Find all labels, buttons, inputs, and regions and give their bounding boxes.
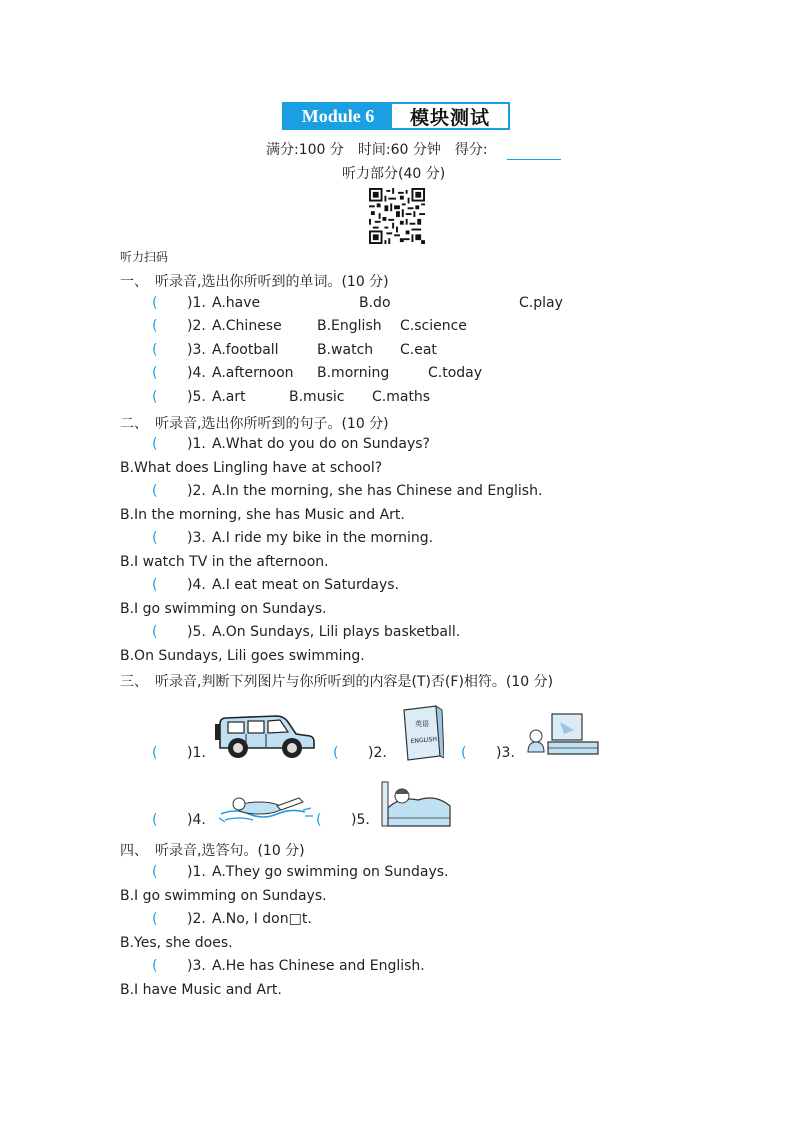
- option-a: A.They go swimming on Sundays.: [212, 864, 449, 880]
- item-number: )5.: [187, 624, 206, 640]
- option-a: A.football: [212, 342, 279, 358]
- option-a: A.Chinese: [212, 318, 282, 334]
- item-number: )2.: [187, 318, 206, 334]
- item-number: )3.: [187, 342, 206, 358]
- answer-paren[interactable]: (: [152, 812, 158, 828]
- item-number: )3.: [496, 745, 515, 761]
- english-book-picture: [400, 704, 444, 764]
- option-b: B.watch: [317, 342, 374, 358]
- item-number: )4.: [187, 812, 206, 828]
- item-number: )2.: [187, 483, 206, 499]
- item-number: )5.: [351, 812, 370, 828]
- car-picture: [214, 710, 316, 760]
- option-a: A.He has Chinese and English.: [212, 958, 425, 974]
- answer-paren[interactable]: (: [461, 745, 467, 761]
- book-label-en: ENGLISH: [410, 735, 438, 746]
- item-number: )1.: [187, 745, 206, 761]
- answer-paren[interactable]: (: [152, 745, 158, 761]
- option-c: C.play: [519, 295, 563, 311]
- item-number: )3.: [187, 530, 206, 546]
- option-a: A.I eat meat on Saturdays.: [212, 577, 399, 593]
- item-number: )2.: [187, 911, 206, 927]
- module-title: 模块测试: [409, 106, 490, 129]
- item-number: )2.: [368, 745, 387, 761]
- option-b: B.English: [317, 318, 382, 334]
- answer-paren[interactable]: (: [152, 365, 158, 381]
- option-b: B.morning: [317, 365, 390, 381]
- item-number: )1.: [187, 295, 206, 311]
- section-1-title: 一、 听录音,选出你所听到的单词。(10 分): [120, 274, 389, 290]
- option-c: C.maths: [372, 389, 431, 405]
- option-c: C.science: [400, 318, 467, 334]
- option-a: A.On Sundays, Lili plays basketball.: [212, 624, 461, 640]
- option-b: B.In the morning, she has Music and Art.: [120, 507, 405, 523]
- option-a: A.afternoon: [212, 365, 294, 381]
- book-label-cn: 英语: [415, 720, 429, 728]
- exam-meta: 满分:100 分 时间:60 分钟 得分:: [266, 142, 488, 158]
- option-b: B.I go swimming on Sundays.: [120, 601, 327, 617]
- option-b: B.do: [359, 295, 391, 311]
- option-a: A.have: [212, 295, 261, 311]
- answer-paren[interactable]: (: [333, 745, 339, 761]
- answer-paren[interactable]: (: [152, 864, 158, 880]
- score-blank[interactable]: [507, 159, 561, 160]
- answer-paren[interactable]: (: [152, 624, 158, 640]
- section-3-title: 三、 听录音,判断下列图片与你所听到的内容是(T)否(F)相符。(10 分): [120, 674, 554, 690]
- qr-code-image: [369, 188, 425, 244]
- answer-paren[interactable]: (: [152, 342, 158, 358]
- option-a: A.No, I don□t.: [212, 911, 312, 927]
- answer-paren[interactable]: (: [152, 530, 158, 546]
- item-number: )3.: [187, 958, 206, 974]
- answer-paren[interactable]: (: [152, 577, 158, 593]
- option-b: B.I have Music and Art.: [120, 982, 282, 998]
- answer-paren[interactable]: (: [316, 812, 322, 828]
- option-c: C.today: [428, 365, 483, 381]
- scan-label: 听力扫码: [120, 250, 169, 264]
- option-b: B.What does Lingling have at school?: [120, 460, 383, 476]
- answer-paren[interactable]: (: [152, 911, 158, 927]
- answer-paren[interactable]: (: [152, 483, 158, 499]
- item-number: )1.: [187, 436, 206, 452]
- answer-paren[interactable]: (: [152, 295, 158, 311]
- option-a: A.What do you do on Sundays?: [212, 436, 430, 452]
- option-a: A.art: [212, 389, 246, 405]
- answer-paren[interactable]: (: [152, 389, 158, 405]
- listening-part-title: 听力部分(40 分): [342, 166, 446, 182]
- option-a: A.I ride my bike in the morning.: [212, 530, 434, 546]
- option-c: C.eat: [400, 342, 437, 358]
- watching-tv-picture: [524, 712, 600, 762]
- answer-paren[interactable]: (: [152, 958, 158, 974]
- item-number: )5.: [187, 389, 206, 405]
- option-b: B.I go swimming on Sundays.: [120, 888, 327, 904]
- module-banner: [282, 102, 510, 130]
- item-number: )4.: [187, 577, 206, 593]
- section-2-title: 二、 听录音,选出你所听到的句子。(10 分): [120, 416, 389, 432]
- answer-paren[interactable]: (: [152, 318, 158, 334]
- sleeping-picture: [380, 778, 454, 830]
- item-number: )1.: [187, 864, 206, 880]
- item-number: )4.: [187, 365, 206, 381]
- option-b: B.I watch TV in the afternoon.: [120, 554, 329, 570]
- option-a: A.In the morning, she has Chinese and English.: [212, 483, 543, 499]
- option-b: B.music: [289, 389, 345, 405]
- option-b: B.Yes, she does.: [120, 935, 233, 951]
- section-4-title: 四、 听录音,选答句。(10 分): [120, 843, 305, 859]
- swimming-picture: [215, 788, 315, 828]
- option-b: B.On Sundays, Lili goes swimming.: [120, 648, 365, 664]
- answer-paren[interactable]: (: [152, 436, 158, 452]
- module-label: Module 6: [284, 104, 392, 128]
